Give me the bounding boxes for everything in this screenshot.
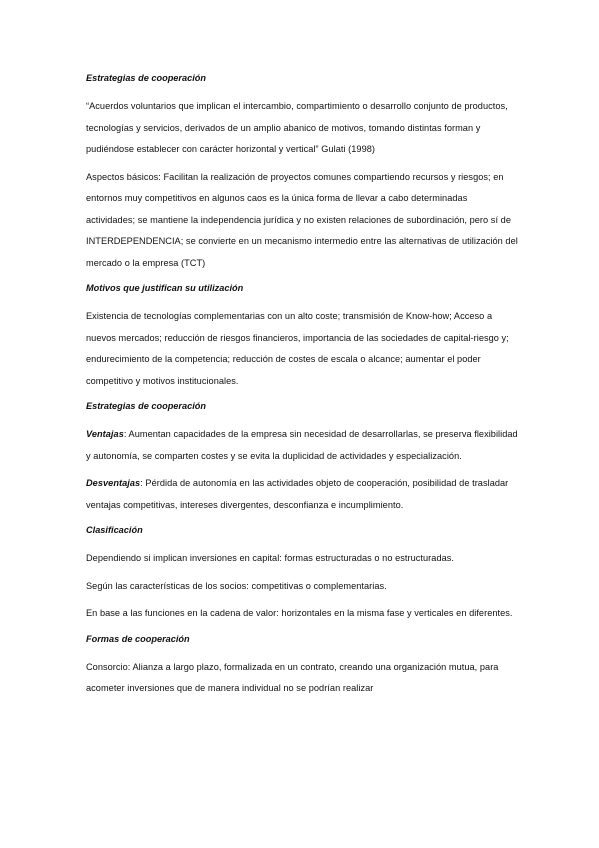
heading-formas-cooperacion: Formas de cooperación	[86, 633, 190, 644]
paragraph-desventajas	[86, 473, 519, 516]
heading-motivos: Motivos que justifican su utilización	[86, 283, 244, 293]
desventajas-text: : Pérdida de autonomía en las actividades objeto de cooperación, posibilidad de trasladar ventajas competitivas, intereses divergentes, desconfianza e incumplimiento.	[86, 478, 509, 510]
quote-gulati: “Acuerdos voluntarios que implican el intercambio, compartimiento o desarrollo conjunto de productos, tecnologías y servicios, derivados de un amplio abanico de motivos, tomando distintas forman y pudiéndose establecer con carácter horizontal y vertical” Gulati (1998)	[86, 101, 508, 154]
paragraph-consorcio: Consorcio: Alianza a largo plazo, formalizada en un contrato, creando una organización mutua, para acometer inversiones que de manera individual no se podrían realizar	[86, 661, 499, 693]
heading-clasificacion: Clasificación	[86, 525, 143, 535]
paragraph-aspectos-basicos: Aspectos básicos: Facilitan la realización de proyectos comunes compartiendo recursos y riesgos; en entornos muy competitivos en algunos caos es la única forma de llevar a cabo determinadas actividades; se mantiene la independencia jurídica y no existen relaciones de subordinación, pero sí de INTERDEPENDENCIA; se convierte en un mecanismo intermedio entre las alternativas de utilización del mercado o la empresa (TCT)	[86, 171, 518, 268]
paragraph-clasificacion-socios: Según las características de los socios: competitivas o complementarias.	[86, 580, 387, 591]
ventajas-label: Ventajas	[86, 429, 124, 439]
paragraph-ventajas	[86, 424, 519, 467]
heading-estrategias-cooperacion-2: Estrategias de cooperación	[86, 401, 206, 411]
paragraph-clasificacion-cadena-valor: En base a las funciones en la cadena de valor: horizontales en la misma fase y verticales en diferentes.	[86, 608, 513, 618]
desventajas-label: Desventajas	[86, 478, 141, 488]
heading-estrategias-cooperacion: Estrategias de cooperación	[86, 73, 206, 83]
ventajas-text: : Aumentan capacidades de la empresa sin necesidad de desarrollarlas, se preserva flexibilidad y autonomía, se comparten costes y se evita la duplicidad de actividades y especialización.	[86, 429, 518, 461]
paragraph-clasificacion-capital: Dependiendo si implican inversiones en capital: formas estructuradas o no estructuradas.	[86, 553, 455, 563]
paragraph-motivos: Existencia de tecnologías complementarias con un alto coste; transmisión de Know-how; Acceso a nuevos mercados; reducción de riesgos financieros, importancia de las sociedades de capital-riesgo y; endurecimiento de la competencia; reducción de costes de escala o alcance; aumentar el poder competitivo y motivos institucionales.	[86, 311, 509, 386]
